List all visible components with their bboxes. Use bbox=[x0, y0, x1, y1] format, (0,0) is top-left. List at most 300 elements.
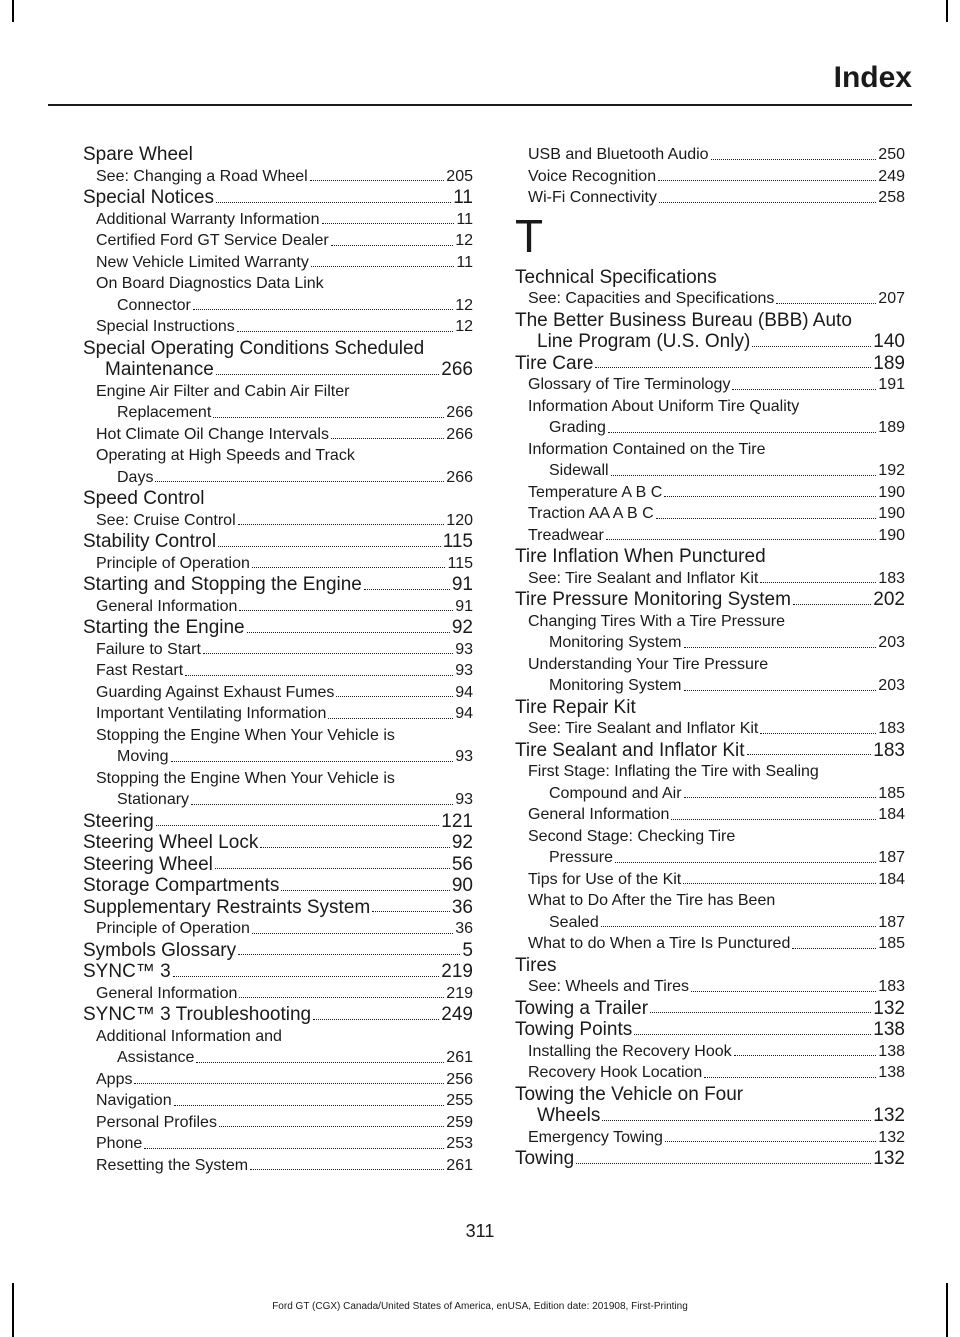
dot-leader bbox=[322, 223, 455, 224]
entry-label: Technical Specifications bbox=[515, 266, 717, 288]
entry-label: Towing Points bbox=[515, 1019, 633, 1040]
dot-leader bbox=[313, 1019, 439, 1020]
index-entry bbox=[515, 331, 905, 353]
dot-leader bbox=[216, 202, 451, 203]
page-reference: 249 bbox=[441, 1004, 473, 1025]
crop-mark-top-left bbox=[12, 0, 14, 22]
page-reference: 93 bbox=[455, 748, 473, 765]
dot-leader bbox=[760, 582, 876, 583]
page-reference: 183 bbox=[878, 720, 905, 737]
dot-leader bbox=[238, 954, 460, 955]
dot-leader bbox=[671, 819, 876, 820]
index-entry bbox=[83, 617, 473, 639]
dot-leader bbox=[606, 539, 876, 540]
entry-label: SYNC™ 3 Troubleshooting bbox=[83, 1004, 312, 1025]
index-entry bbox=[83, 854, 473, 876]
page-reference: 91 bbox=[451, 574, 473, 595]
entry-label: Towing a Trailer bbox=[515, 997, 649, 1019]
entry-label: Stability Control bbox=[83, 531, 217, 552]
page-reference: 259 bbox=[446, 1113, 473, 1131]
entry-label: See: Capacities and Specifications bbox=[528, 290, 775, 307]
page-reference: 266 bbox=[446, 425, 473, 443]
page-reference: 187 bbox=[878, 913, 905, 931]
dot-leader bbox=[793, 604, 871, 605]
entry-label: Pressure bbox=[549, 849, 614, 866]
index-subentry bbox=[515, 611, 905, 633]
dot-leader bbox=[711, 159, 877, 160]
index-entry bbox=[83, 961, 473, 983]
entry-label: Operating at High Speeds and Track bbox=[96, 447, 355, 464]
crop-mark-top-right bbox=[946, 0, 948, 22]
dot-leader bbox=[185, 675, 453, 676]
index-entry bbox=[515, 589, 905, 611]
entry-label: USB and Bluetooth Audio bbox=[528, 146, 709, 163]
entry-label: Principle of Operation bbox=[96, 554, 250, 572]
index-subentry bbox=[515, 1041, 905, 1063]
index-subentry bbox=[515, 718, 905, 740]
index-column-left bbox=[83, 144, 473, 1176]
dot-leader bbox=[595, 367, 871, 368]
entry-label: The Better Business Bureau (BBB) Auto bbox=[515, 309, 852, 331]
index-entry bbox=[83, 832, 473, 854]
index-entry bbox=[515, 267, 905, 289]
page-reference: 190 bbox=[878, 505, 905, 522]
dot-leader bbox=[237, 331, 453, 332]
page-reference: 138 bbox=[873, 1019, 905, 1040]
page-reference: 132 bbox=[878, 1128, 905, 1146]
index-entry bbox=[515, 353, 905, 375]
page-reference: 187 bbox=[878, 849, 905, 866]
page-reference: 11 bbox=[456, 253, 473, 271]
entry-label: General Information bbox=[96, 984, 238, 1002]
entry-label: See: Cruise Control bbox=[96, 511, 236, 529]
index-subentry bbox=[83, 746, 473, 768]
index-subentry bbox=[83, 445, 473, 467]
entry-label: Changing Tires With a Tire Pressure bbox=[528, 612, 785, 630]
dot-leader bbox=[776, 303, 876, 304]
dot-leader bbox=[615, 862, 876, 863]
dot-leader bbox=[336, 696, 453, 697]
entry-label: See: Tire Sealant and Inflator Kit bbox=[528, 569, 759, 587]
entry-label: Starting the Engine bbox=[83, 617, 245, 638]
dot-leader bbox=[328, 718, 453, 719]
header-rule bbox=[48, 104, 912, 106]
entry-label: Failure to Start bbox=[96, 640, 201, 658]
page-reference: 120 bbox=[446, 511, 473, 529]
page-reference: 184 bbox=[878, 806, 905, 823]
page-reference: 138 bbox=[878, 1064, 905, 1081]
index-subentry bbox=[515, 1062, 905, 1084]
page-reference: 12 bbox=[455, 318, 473, 335]
dot-leader bbox=[659, 202, 876, 203]
entry-label: Tire Sealant and Inflator Kit bbox=[515, 739, 745, 761]
page-reference: 261 bbox=[446, 1156, 473, 1174]
page-number: 311 bbox=[465, 1221, 495, 1241]
page-reference: 219 bbox=[441, 961, 473, 982]
index-subentry bbox=[83, 596, 473, 618]
index-subentry bbox=[83, 467, 473, 489]
page-reference: 92 bbox=[451, 832, 473, 853]
index-entry bbox=[83, 875, 473, 897]
index-entry bbox=[83, 359, 473, 381]
dot-leader bbox=[155, 481, 444, 482]
index-entry bbox=[83, 574, 473, 596]
index-subentry bbox=[515, 460, 905, 482]
dot-leader bbox=[213, 417, 444, 418]
page-reference: 266 bbox=[446, 404, 473, 421]
entry-label: Moving bbox=[117, 748, 169, 765]
entry-label: Additional Warranty Information bbox=[96, 210, 320, 228]
dot-leader bbox=[310, 180, 445, 181]
dot-leader bbox=[364, 589, 450, 590]
dot-leader bbox=[281, 890, 449, 891]
index-entry bbox=[83, 144, 473, 166]
dot-leader bbox=[252, 567, 446, 568]
entry-label: Important Ventilating Information bbox=[96, 705, 327, 722]
entry-label: Steering Wheel Lock bbox=[83, 832, 259, 853]
dot-leader bbox=[134, 1083, 444, 1084]
entry-label: Tips for Use of the Kit bbox=[528, 870, 682, 888]
index-subentry bbox=[515, 187, 905, 209]
index-subentry bbox=[515, 288, 905, 310]
entry-label: Special Instructions bbox=[96, 318, 235, 335]
index-subentry bbox=[83, 1155, 473, 1177]
index-subentry bbox=[83, 983, 473, 1005]
page-reference: 56 bbox=[451, 853, 473, 875]
index-entry bbox=[83, 338, 473, 360]
entry-label: Days bbox=[117, 468, 154, 486]
entry-label: Tire Pressure Monitoring System bbox=[515, 589, 791, 610]
entry-label: Steering bbox=[83, 810, 154, 832]
dot-leader bbox=[250, 1169, 444, 1170]
entry-label: Towing bbox=[515, 1148, 575, 1169]
page-reference: 256 bbox=[446, 1070, 473, 1088]
dot-leader bbox=[752, 346, 871, 347]
index-subentry bbox=[515, 890, 905, 912]
index-subentry bbox=[83, 682, 473, 704]
page-reference: 132 bbox=[873, 1148, 905, 1169]
index-entry bbox=[83, 897, 473, 919]
entry-label: See: Wheels and Tires bbox=[528, 978, 689, 995]
dot-leader bbox=[576, 1163, 871, 1164]
entry-label: Compound and Air bbox=[549, 784, 682, 802]
page-reference: 132 bbox=[873, 997, 905, 1019]
index-subentry bbox=[83, 725, 473, 747]
entry-label: Line Program (U.S. Only) bbox=[537, 331, 751, 352]
entry-label: Sealed bbox=[549, 913, 599, 931]
dot-leader bbox=[239, 997, 444, 998]
dot-leader bbox=[658, 180, 876, 181]
dot-leader bbox=[144, 1148, 444, 1149]
entry-label: Engine Air Filter and Cabin Air Filter bbox=[96, 382, 350, 400]
entry-label: Phone bbox=[96, 1135, 143, 1152]
entry-label: Grading bbox=[549, 419, 606, 436]
page-reference: 183 bbox=[878, 569, 905, 587]
index-letter-heading: T bbox=[515, 209, 544, 262]
index-subentry bbox=[515, 826, 905, 848]
page-reference: 93 bbox=[455, 791, 473, 808]
entry-label: Hot Climate Oil Change Intervals bbox=[96, 425, 329, 443]
page-reference: 93 bbox=[455, 640, 473, 658]
entry-label: Resetting the System bbox=[96, 1156, 249, 1174]
page-reference: 191 bbox=[878, 376, 905, 393]
index-entry bbox=[515, 955, 905, 977]
index-entry bbox=[515, 1148, 905, 1170]
entry-label: Wi-Fi Connectivity bbox=[528, 189, 657, 206]
index-subentry bbox=[515, 933, 905, 955]
page-reference: 183 bbox=[873, 739, 905, 761]
index-entry bbox=[515, 546, 905, 568]
entry-label: SYNC™ 3 bbox=[83, 961, 171, 982]
entry-label: Personal Profiles bbox=[96, 1113, 217, 1131]
entry-label: Monitoring System bbox=[549, 634, 682, 651]
entry-label: Steering Wheel bbox=[83, 853, 213, 875]
dot-leader bbox=[239, 610, 453, 611]
entry-label: Replacement bbox=[117, 404, 212, 421]
index-column-right bbox=[515, 144, 905, 1170]
entry-label: Towing the Vehicle on Four bbox=[515, 1083, 744, 1105]
page-reference: 258 bbox=[878, 189, 905, 206]
dot-leader bbox=[238, 524, 445, 525]
page-reference: 138 bbox=[878, 1042, 905, 1060]
index-subentry bbox=[515, 525, 905, 547]
index-entry bbox=[83, 940, 473, 962]
index-entry bbox=[83, 187, 473, 209]
page-reference: 91 bbox=[455, 597, 473, 615]
index-subentry bbox=[515, 144, 905, 166]
index-entry bbox=[83, 1004, 473, 1026]
index-entry bbox=[515, 1084, 905, 1106]
page-reference: 189 bbox=[878, 419, 905, 436]
index-entry bbox=[515, 998, 905, 1020]
index-subentry bbox=[83, 768, 473, 790]
page-reference: 249 bbox=[878, 167, 905, 185]
dot-leader bbox=[792, 948, 876, 949]
entry-label: Monitoring System bbox=[549, 677, 682, 694]
index-subentry bbox=[83, 918, 473, 940]
index-entry bbox=[515, 1019, 905, 1041]
index-subentry bbox=[83, 1069, 473, 1091]
dot-leader bbox=[760, 733, 876, 734]
index-subentry bbox=[83, 252, 473, 274]
index-entry bbox=[515, 310, 905, 332]
entry-label: Temperature A B C bbox=[528, 483, 663, 501]
dot-leader bbox=[219, 1126, 444, 1127]
page-reference: 12 bbox=[455, 296, 473, 314]
page-reference: 140 bbox=[873, 331, 905, 352]
index-subentry bbox=[83, 295, 473, 317]
entry-label: Symbols Glossary bbox=[83, 939, 237, 961]
index-subentry bbox=[83, 273, 473, 295]
dot-leader bbox=[704, 1077, 876, 1078]
index-subentry bbox=[83, 209, 473, 231]
index-subentry bbox=[83, 660, 473, 682]
index-subentry bbox=[515, 912, 905, 934]
entry-label: Special Operating Conditions Scheduled bbox=[83, 337, 425, 359]
index-entry bbox=[83, 531, 473, 553]
page-reference: 94 bbox=[455, 705, 473, 722]
dot-leader bbox=[173, 976, 440, 977]
dot-leader bbox=[193, 309, 453, 310]
dot-leader bbox=[252, 933, 453, 934]
dot-leader bbox=[608, 432, 876, 433]
index-subentry bbox=[515, 804, 905, 826]
page-reference: 250 bbox=[878, 146, 905, 163]
index-subentry bbox=[515, 632, 905, 654]
dot-leader bbox=[331, 245, 454, 246]
index-subentry bbox=[515, 847, 905, 869]
page-reference: 190 bbox=[878, 483, 905, 501]
entry-label: Installing the Recovery Hook bbox=[528, 1042, 732, 1060]
page-title: Index bbox=[833, 61, 912, 94]
index-subentry bbox=[515, 503, 905, 525]
page-reference: 207 bbox=[878, 290, 905, 307]
entry-label: Understanding Your Tire Pressure bbox=[528, 655, 769, 673]
index-subentry bbox=[515, 783, 905, 805]
page-reference: 266 bbox=[441, 359, 473, 380]
index-subentry bbox=[515, 1127, 905, 1149]
index-subentry bbox=[83, 1133, 473, 1155]
entry-label: Voice Recognition bbox=[528, 167, 657, 185]
page-reference: 115 bbox=[447, 554, 473, 572]
dot-leader bbox=[684, 690, 877, 691]
entry-label: First Stage: Inflating the Tire with Sealing bbox=[528, 763, 819, 780]
entry-label: Storage Compartments bbox=[83, 875, 280, 896]
index-subentry bbox=[83, 789, 473, 811]
page-reference: 189 bbox=[873, 352, 905, 374]
dot-leader bbox=[650, 1012, 871, 1013]
index-subentry bbox=[83, 1090, 473, 1112]
index-subentry bbox=[515, 482, 905, 504]
index-subentry bbox=[83, 1112, 473, 1134]
dot-leader bbox=[683, 883, 876, 884]
entry-label: Special Notices bbox=[83, 187, 214, 208]
index-subentry bbox=[515, 761, 905, 783]
dot-leader bbox=[196, 1062, 444, 1063]
index-subentry bbox=[515, 675, 905, 697]
index-subentry bbox=[83, 316, 473, 338]
index-subentry bbox=[83, 703, 473, 725]
index-subentry bbox=[515, 654, 905, 676]
dot-leader bbox=[215, 868, 450, 869]
dot-leader bbox=[747, 754, 872, 755]
dot-leader bbox=[203, 653, 453, 654]
dot-leader bbox=[171, 761, 454, 762]
index-subentry bbox=[515, 396, 905, 418]
dot-leader bbox=[174, 1105, 445, 1106]
page-reference: 36 bbox=[455, 920, 473, 937]
dot-leader bbox=[191, 804, 453, 805]
dot-leader bbox=[216, 374, 440, 375]
index-subentry bbox=[83, 510, 473, 532]
entry-label: Guarding Against Exhaust Fumes bbox=[96, 683, 335, 701]
entry-label: New Vehicle Limited Warranty bbox=[96, 253, 309, 271]
dot-leader bbox=[372, 911, 450, 912]
entry-label: What to do When a Tire Is Punctured bbox=[528, 935, 791, 952]
dot-leader bbox=[691, 991, 876, 992]
dot-leader bbox=[156, 825, 440, 826]
dot-leader bbox=[611, 475, 877, 476]
entry-label: Assistance bbox=[117, 1049, 195, 1066]
entry-label: Speed Control bbox=[83, 488, 205, 509]
entry-label: Information About Uniform Tire Quality bbox=[528, 397, 800, 415]
entry-label: Emergency Towing bbox=[528, 1128, 663, 1146]
index-subentry bbox=[83, 402, 473, 424]
dot-leader bbox=[734, 1055, 877, 1056]
page-reference: 36 bbox=[451, 896, 473, 918]
page-reference: 185 bbox=[878, 784, 905, 802]
entry-label: Connector bbox=[117, 296, 191, 314]
index-entry bbox=[83, 488, 473, 510]
index-subentry bbox=[83, 1026, 473, 1048]
index-entry bbox=[515, 1105, 905, 1127]
page-reference: 94 bbox=[455, 683, 473, 701]
entry-label: Stopping the Engine When Your Vehicle is bbox=[96, 769, 395, 787]
entry-label: Navigation bbox=[96, 1092, 172, 1109]
entry-label: General Information bbox=[96, 597, 238, 615]
dot-leader bbox=[602, 1120, 871, 1121]
page-reference: 205 bbox=[446, 167, 473, 185]
entry-label: Tire Care bbox=[515, 352, 594, 374]
entry-label: Fast Restart bbox=[96, 662, 184, 679]
page-reference: 261 bbox=[446, 1049, 473, 1066]
index-entry bbox=[515, 697, 905, 719]
page-reference: 11 bbox=[456, 210, 473, 228]
page-reference: 92 bbox=[451, 617, 473, 638]
dot-leader bbox=[684, 797, 877, 798]
index-subentry bbox=[515, 976, 905, 998]
entry-label: Certified Ford GT Service Dealer bbox=[96, 232, 329, 249]
page-reference: 219 bbox=[446, 984, 473, 1002]
page-reference: 93 bbox=[455, 662, 473, 679]
entry-label: Traction AA A B C bbox=[528, 505, 654, 522]
entry-label: Tires bbox=[515, 954, 557, 976]
index-subentry bbox=[83, 424, 473, 446]
entry-label: Tire Repair Kit bbox=[515, 696, 636, 718]
entry-label: Principle of Operation bbox=[96, 920, 250, 937]
entry-label: On Board Diagnostics Data Link bbox=[96, 275, 324, 292]
entry-label: Stationary bbox=[117, 791, 190, 808]
index-subentry bbox=[515, 374, 905, 396]
page-reference: 12 bbox=[455, 232, 473, 249]
dot-leader bbox=[732, 389, 876, 390]
page-reference: 266 bbox=[446, 468, 473, 486]
dot-leader bbox=[311, 266, 455, 267]
page-reference: 121 bbox=[441, 810, 473, 832]
index-subentry bbox=[83, 166, 473, 188]
page-reference: 185 bbox=[878, 935, 905, 952]
page-reference: 132 bbox=[873, 1105, 905, 1126]
dot-leader bbox=[664, 496, 876, 497]
dot-leader bbox=[331, 438, 444, 439]
index-subentry bbox=[515, 166, 905, 188]
dot-leader bbox=[218, 546, 441, 547]
index-subentry bbox=[83, 639, 473, 661]
entry-label: Glossary of Tire Terminology bbox=[528, 376, 731, 393]
dot-leader bbox=[247, 632, 450, 633]
entry-label: Wheels bbox=[537, 1105, 601, 1126]
entry-label: Supplementary Restraints System bbox=[83, 896, 371, 918]
dot-leader bbox=[260, 847, 450, 848]
index-subentry bbox=[83, 1047, 473, 1069]
page-reference: 190 bbox=[878, 526, 905, 544]
dot-leader bbox=[684, 647, 877, 648]
entry-label: Apps bbox=[96, 1070, 133, 1088]
page-reference: 115 bbox=[442, 531, 473, 552]
entry-label: See: Changing a Road Wheel bbox=[96, 167, 308, 185]
page-reference: 192 bbox=[878, 462, 905, 479]
index-entry bbox=[83, 811, 473, 833]
